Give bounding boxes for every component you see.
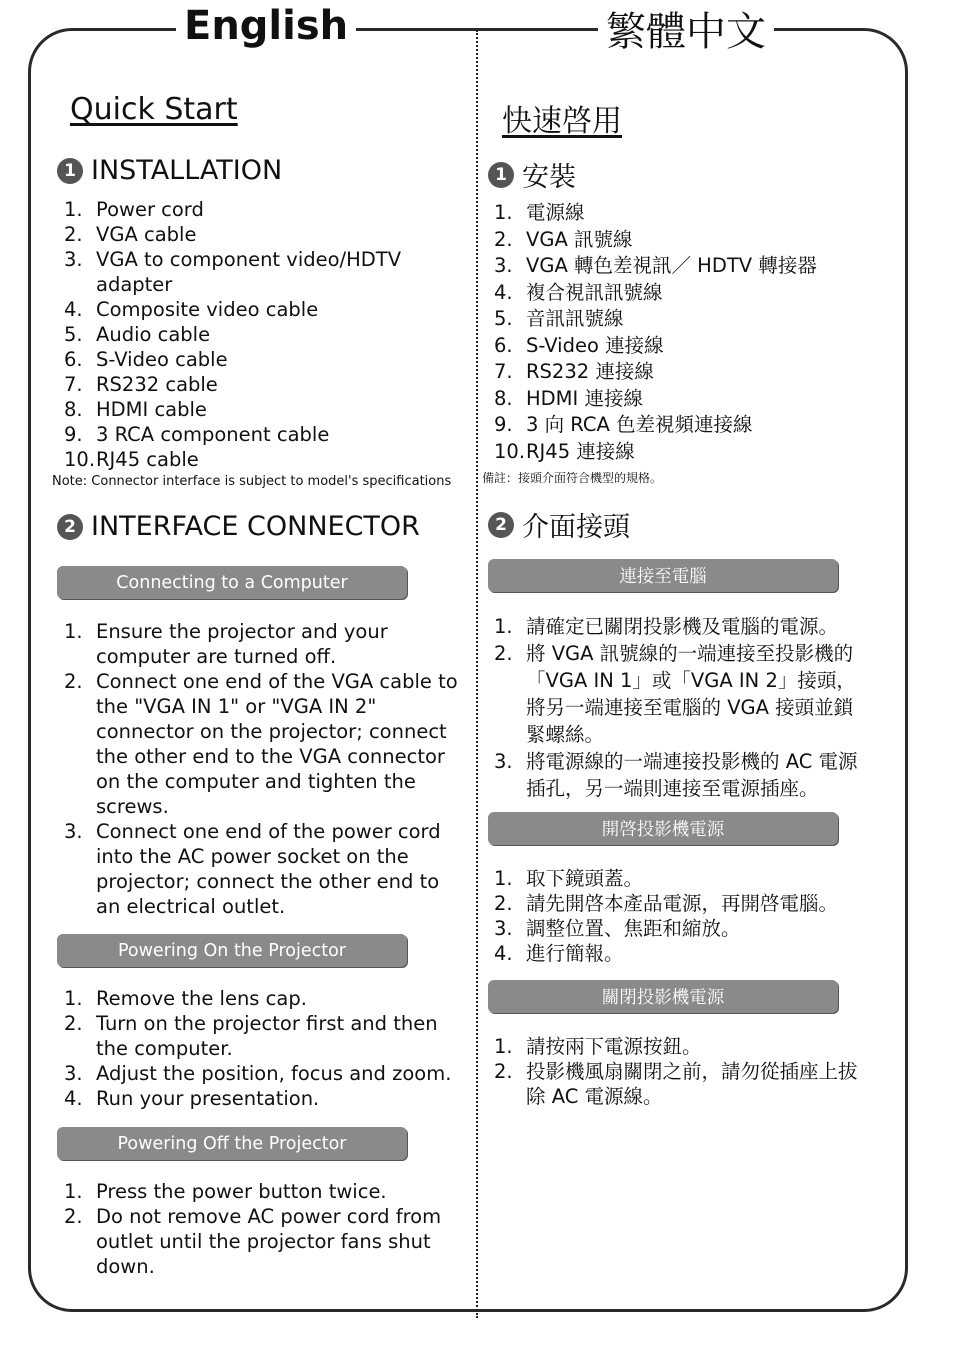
list-item-text: 請先開啓本產品電源，再開啓電腦。 xyxy=(526,892,839,915)
list-item xyxy=(494,439,894,466)
list-item xyxy=(64,197,444,222)
list-item-number: 1. xyxy=(64,987,83,1010)
list-item-text: 將電源線的一端連接投影機的 AC 電源插孔，另一端則連接至電源插座。 xyxy=(526,750,858,800)
list-item-text: VGA 轉色差視訊／ HDTV 轉接器 xyxy=(526,254,817,277)
column-divider xyxy=(476,30,478,1318)
list-item-number: 10. xyxy=(64,448,96,471)
list-item xyxy=(64,222,444,247)
powering-on-bar: Powering On the Projector xyxy=(57,934,407,967)
list-item-text: 3 RCA component cable xyxy=(96,423,330,446)
list-item xyxy=(64,1061,460,1086)
list-item-number: 4. xyxy=(494,942,513,965)
list-item-number: 1. xyxy=(494,1035,513,1058)
list-item-text: Run your presentation. xyxy=(96,1087,320,1110)
list-item-text: 電源線 xyxy=(526,201,585,224)
list-item-number: 2. xyxy=(494,227,513,251)
section-number-badge: 2 xyxy=(488,512,514,538)
list-item-text: S-Video cable xyxy=(96,348,228,371)
list-item xyxy=(64,619,460,669)
list-item-text: 進行簡報。 xyxy=(526,942,624,965)
list-item-number: 2. xyxy=(64,1205,83,1228)
list-item xyxy=(494,333,894,360)
list-item xyxy=(64,1179,444,1204)
list-item-text: VGA 訊號線 xyxy=(526,227,633,251)
quick-start-heading-zh: 快速啓用 xyxy=(502,104,622,139)
list-item-text: Connect one end of the VGA cable to the "VGA IN 1" or "VGA IN 2" connector on the projector; connect the other end to the VGA connector on the computer and tighten the screws. xyxy=(96,670,458,818)
connecting-computer-bar-zh: 連接至電腦 xyxy=(488,559,838,592)
list-item-text: 取下鏡頭蓋。 xyxy=(526,867,644,890)
connecting-computer-bar: Connecting to a Computer xyxy=(57,566,407,599)
list-item-text: S-Video 連接線 xyxy=(526,333,664,357)
list-item-number: 8. xyxy=(64,398,83,421)
list-item xyxy=(64,372,444,397)
section-title: 安裝 xyxy=(522,162,576,193)
list-item-text: Composite video cable xyxy=(96,298,319,321)
list-item-number: 10. xyxy=(494,439,526,463)
list-item-number: 6. xyxy=(64,348,83,371)
list-item xyxy=(494,253,894,280)
list-item-number: 2. xyxy=(64,670,83,693)
list-item xyxy=(64,1204,444,1279)
list-item xyxy=(64,447,444,472)
connect-steps-list xyxy=(64,619,460,919)
list-item xyxy=(64,422,444,447)
list-item xyxy=(494,386,894,413)
list-item-number: 5. xyxy=(494,307,513,330)
list-item xyxy=(494,1034,860,1059)
list-item-number: 4. xyxy=(64,1087,83,1110)
list-item-text: VGA cable xyxy=(96,223,197,246)
list-item-text: VGA to component video/HDTV adapter xyxy=(96,248,402,296)
list-item-text: Do not remove AC power cord from outlet until the projector fans shut down. xyxy=(96,1205,442,1278)
list-item-text: Connect one end of the power cord into the AC power socket on the projector; connect the other end to an electrical outlet. xyxy=(96,820,441,918)
list-item xyxy=(64,986,460,1011)
list-item-text: Power cord xyxy=(96,198,204,221)
list-item xyxy=(64,247,444,297)
list-item-text: RJ45 連接線 xyxy=(526,439,635,463)
section-title: INTERFACE CONNECTOR xyxy=(91,511,420,542)
list-item-text: RJ45 cable xyxy=(96,448,199,471)
list-item-number: 1. xyxy=(494,615,513,638)
list-item-number: 5. xyxy=(64,323,83,346)
list-item-number: 2. xyxy=(494,1060,513,1083)
list-item xyxy=(494,640,858,748)
connect-steps-list-zh xyxy=(494,613,858,802)
list-item-number: 1. xyxy=(494,201,513,224)
list-item-text: 請按兩下電源按鈕。 xyxy=(526,1035,702,1058)
section-installation xyxy=(57,155,282,186)
list-item-text: HDMI 連接線 xyxy=(526,386,643,410)
section-title: INSTALLATION xyxy=(91,155,283,186)
list-item-number: 6. xyxy=(494,333,513,357)
powering-off-bar-zh: 關閉投影機電源 xyxy=(488,980,838,1013)
list-item xyxy=(494,200,894,227)
list-item xyxy=(494,359,894,386)
list-item-text: 投影機風扇關閉之前，請勿從插座上拔除 AC 電源線。 xyxy=(526,1060,858,1108)
list-item xyxy=(494,613,858,640)
power-on-steps-list-zh xyxy=(494,866,874,966)
section-title: 介面接頭 xyxy=(522,512,630,543)
section-interface-connector-zh xyxy=(488,505,630,544)
list-item-text: HDMI cable xyxy=(96,398,207,421)
list-item-text: RS232 cable xyxy=(96,373,218,396)
list-item-number: 2. xyxy=(64,1012,83,1035)
section-number-badge: 2 xyxy=(57,514,83,540)
list-item xyxy=(64,819,460,919)
power-off-steps-list-zh xyxy=(494,1034,860,1109)
list-item-number: 4. xyxy=(494,280,513,304)
section-interface-connector xyxy=(57,511,420,542)
quick-start-heading: Quick Start xyxy=(70,92,238,127)
list-item-number: 3. xyxy=(494,917,513,940)
list-item-number: 9. xyxy=(64,423,83,446)
list-item-number: 8. xyxy=(494,386,513,410)
list-item-text: 將 VGA 訊號線的一端連接至投影機的「VGA IN 1」或「VGA IN 2」接頭，將另一端連接至電腦的 VGA 接頭並鎖緊螺絲。 xyxy=(526,642,856,746)
powering-on-bar-zh: 開啓投影機電源 xyxy=(488,812,838,845)
installation-list xyxy=(64,197,444,472)
list-item-text: 調整位置、焦距和縮放。 xyxy=(526,917,741,940)
list-item-number: 1. xyxy=(494,867,513,890)
list-item-number: 1. xyxy=(64,198,83,221)
list-item xyxy=(64,1086,460,1111)
list-item xyxy=(494,866,874,891)
list-item-number: 4. xyxy=(64,298,83,321)
list-item-number: 7. xyxy=(64,373,83,396)
list-item xyxy=(494,227,894,254)
list-item xyxy=(64,322,444,347)
list-item xyxy=(64,347,444,372)
list-item-text: Adjust the position, focus and zoom. xyxy=(96,1062,452,1085)
list-item-text: 音訊訊號線 xyxy=(526,307,624,330)
list-item xyxy=(494,412,894,439)
connector-note-zh: 備註：接頭介面符合機型的規格。 xyxy=(482,471,663,485)
list-item xyxy=(494,941,874,966)
powering-off-bar: Powering Off the Projector xyxy=(57,1127,407,1160)
list-item-text: 請確定已關閉投影機及電腦的電源。 xyxy=(526,615,839,638)
english-title: English xyxy=(176,6,356,46)
list-item-number: 3. xyxy=(494,750,513,773)
list-item-text: Press the power button twice. xyxy=(96,1180,387,1203)
list-item-number: 3. xyxy=(64,248,83,271)
chinese-title: 繁體中文 xyxy=(598,12,774,52)
list-item-text: 3 向 RCA 色差視頻連接線 xyxy=(526,413,753,436)
list-item-number: 7. xyxy=(494,360,513,383)
list-item xyxy=(64,397,444,422)
connector-note: Note: Connector interface is subject to model's specifications xyxy=(52,474,452,489)
list-item-number: 2. xyxy=(494,642,513,665)
list-item-text: Turn on the projector first and then the computer. xyxy=(96,1012,438,1060)
list-item-number: 3. xyxy=(64,1062,83,1085)
list-item-text: Ensure the projector and your computer are turned off. xyxy=(96,620,388,668)
list-item-number: 1. xyxy=(64,620,83,643)
section-installation-zh xyxy=(488,155,576,194)
list-item xyxy=(494,306,894,333)
list-item-number: 3. xyxy=(64,820,83,843)
list-item xyxy=(494,748,858,802)
list-item xyxy=(494,280,894,307)
section-number-badge: 1 xyxy=(57,158,83,184)
list-item xyxy=(494,1059,860,1109)
section-number-badge: 1 xyxy=(488,162,514,188)
list-item-text: Remove the lens cap. xyxy=(96,987,307,1010)
list-item xyxy=(494,891,874,916)
list-item-number: 3. xyxy=(494,254,513,277)
list-item-text: RS232 連接線 xyxy=(526,360,654,383)
list-item xyxy=(64,1011,460,1061)
installation-list-zh xyxy=(494,200,894,465)
list-item xyxy=(494,916,874,941)
list-item-text: 複合視訊訊號線 xyxy=(526,280,663,304)
list-item xyxy=(64,669,460,819)
list-item-number: 2. xyxy=(64,223,83,246)
list-item-number: 2. xyxy=(494,892,513,915)
power-on-steps-list xyxy=(64,986,460,1111)
list-item-number: 9. xyxy=(494,413,513,436)
list-item xyxy=(64,297,444,322)
power-off-steps-list xyxy=(64,1179,444,1279)
list-item-text: Audio cable xyxy=(96,323,211,346)
list-item-number: 1. xyxy=(64,1180,83,1203)
